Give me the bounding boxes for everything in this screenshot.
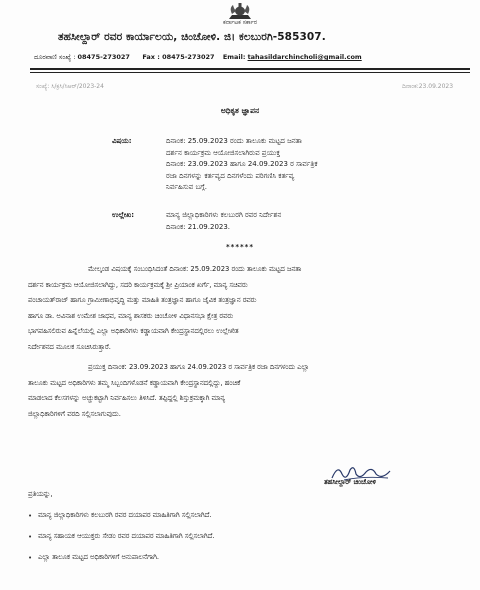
document-date: ದಿನಾಂಕ:23.09.2023 — [402, 83, 454, 90]
reference-line: ಮಾನ್ಯ ಜಿಲ್ಲಾಧಿಕಾರಿಗಳು ಕಲಬುರಗಿ ರವರ ನಿರ್ದೇಶನ — [166, 211, 282, 219]
paragraph-line: ನಿರ್ದೇಶನದ ಮೂಲಕ ಸೂಚಿಸಿರುತ್ತಾರೆ. — [28, 342, 111, 351]
header-rule-top — [30, 68, 470, 70]
government-label: ಕರ್ನಾಟಕ ಸರ್ಕಾರ — [222, 19, 258, 26]
list-item — [28, 526, 214, 547]
list-item — [28, 547, 214, 568]
paragraph-line: ಮಾಡಲಾದ ಕೆಲಸಗಳನ್ನು ಅಚ್ಚುಕಟ್ಟಾಗಿ ನಿರ್ವಹಿಸಲು ತಿಳಿಸಿದೆ. ತಪ್ಪಿದ್ದಲ್ಲಿ ಶಿಸ್ತುಕ್ರಮಕ್ಕಾಗಿ ಮಾನ್ಯ — [28, 394, 226, 402]
reference-line: ದಿನಾಂಕ: 21.09.2023. — [166, 222, 231, 231]
phone-number: 08475-273027 — [77, 53, 130, 61]
paragraph-line: ತಾಲೂಕು ಮಟ್ಟದ ಅಧಿಕಾರಿಗಳು ತಮ್ಮ ಸಿಬ್ಬಂದಿಗಳೊಡನೆ ಕಡ್ಡಾಯವಾಗಿ ಕೇಂದ್ರಸ್ಥಾನದಲ್ಲಿದ್ದು, ಹಂಚಿಕೆ — [28, 378, 241, 387]
paragraph-line: ಭಾಗವಹಿಸಲಿರುವ ಹಿನ್ನೆಲೆಯಲ್ಲಿ ಎಲ್ಲಾ ಅಧಿಕಾರಿಗಳು ಕಡ್ಡಾಯವಾಗಿ ಕೇಂದ್ರಸ್ಥಾನದಲ್ಲಿರಲು ಉಲ್ಲೇಖಿತ — [28, 327, 239, 335]
phone-label: ದೂರವಾಣಿ ಸಂಖ್ಯೆ : — [34, 53, 76, 61]
office-name: ತಹಸೀಲ್ದಾರ್ ರವರ ಕಾರ್ಯಾಲಯ, ಚಿಂಚೋಳಿ. ಜಿ। ಕಲಬುರಗಿ-585307. — [58, 31, 326, 43]
paragraph-line: ಮೇಲ್ಕಂಡ ವಿಷಯಕ್ಕೆ ಸಂಬಂಧಿಸಿದಂತೆ ದಿನಾಂಕ: 25.09.2023 ರಂದು ತಾಲೂಕು ಮಟ್ಟದ ಜನತಾ — [88, 265, 302, 273]
copy-to-label: ಪ್ರತಿಯನ್ನು, — [28, 490, 53, 498]
paragraph-line: ದರ್ಶನ ಕಾರ್ಯಕ್ರಮ ಆಯೋಜಿಸಲಾಗಿದ್ದು, ಸದರಿ ಕಾರ್ಯಕ್ರಮಕ್ಕೆ ಶ್ರೀ ಪ್ರಿಯಾಂಕ ಖರ್ಗೆ, ಮಾನ್ಯ ಸಚಿವರು — [28, 280, 248, 289]
document-title: ಅಧಿಕೃತ ಜ್ಞಾಪನ — [220, 106, 260, 115]
header-rule-bottom — [30, 72, 470, 73]
distribution-text: ಮಾನ್ಯ ಜಿಲ್ಲಾಧಿಕಾರಿಗಳು ಕಲಬುರಗಿ ರವರ ದಯಾಪರ ಮಾಹಿತಿಗಾಗಿ ಸಲ್ಲಿಸಲಾಗಿದೆ. — [38, 511, 212, 519]
section-separator: ****** — [226, 243, 254, 251]
subject-text — [166, 136, 318, 194]
state-emblem-icon — [226, 2, 254, 20]
signatory-designation: ತಹಸೀಲ್ದಾರ್ ಚಿಂಚೋಳಿ — [324, 478, 376, 486]
paragraph-line: ಜಿಲ್ಲಾಧಿಕಾರಿಗಳಿಗೆ ವರದಿ ಸಲ್ಲಿಸಲಾಗುವುದು. — [28, 409, 121, 418]
distribution-text: ಎಲ್ಲಾ ತಾಲೂಕ ಮಟ್ಟದ ಅಧಿಕಾರಿಗಳಿಗೆ ಅನುಪಾಲನೆಗಾಗಿ. — [38, 553, 160, 561]
reference-label: ಉಲ್ಲೇಖ: — [112, 211, 135, 219]
subject-label: ವಿಷಯ: — [112, 137, 132, 145]
body-paragraph-1 — [28, 262, 474, 355]
paragraph-line: ಹಾಗೂ ಡಾ. ಅವಿನಾಶ ಉಮೇಶ ಜಾಧವ, ಮಾನ್ಯ ಶಾಸಕರು ಚಿಂಚೋಳಿ ವಿಧಾನಸಭಾ ಕ್ಷೇತ್ರ ರವರು — [28, 311, 234, 320]
subject-line: ರಜಾ ದಿನಗಳನ್ನು ಕರ್ತವ್ಯದ ದಿನಗಳೆಂದು ಪರಿಗಣಿಸಿ ಕರ್ತವ್ಯ — [166, 171, 295, 180]
paragraph-line: ಪ್ರಯುಕ್ತ ದಿನಾಂಕ: 23.09.2023 ಹಾಗೂ 24.09.2023 ರ ಸಾರ್ವತ್ರಿಕ ರಜಾ ದಿನಗಳಂದು ಎಲ್ಲಾ — [88, 363, 310, 371]
subject-line: ದರ್ಶನ ಕಾರ್ಯಕ್ರಮ ಆಯೋಜಿಸಲಾಗಿರುವ ಪ್ರಯುಕ್ತ — [166, 148, 281, 157]
paragraph-line: ಪಂಚಾಯತ್‌ರಾಜ್ ಹಾಗೂ ಗ್ರಾಮೀಣಾಭಿವೃದ್ಧಿ ಮತ್ತು ಮಾಹಿತಿ ತಂತ್ರಜ್ಞಾನ ಹಾಗೂ ಜೈವಿಕ ತಂತ್ರಜ್ಞಾನ ರವರು — [28, 296, 257, 304]
bullet-icon: • — [28, 532, 33, 541]
subject-line: ದಿನಾಂಕ: 25.09.2023 ರಂದು ತಾಲೂಕು ಮಟ್ಟದ ಜನತಾ — [166, 137, 302, 145]
distribution-text: ಮಾನ್ಯ ಸಹಾಯಕ ಆಯುಕ್ತರು ಸೇಡಂ ರವರ ದಯಾಪರ ಮಾಹಿತಿಗಾಗಿ ಸಲ್ಲಿಸಲಾಗಿದೆ. — [38, 532, 215, 540]
bullet-icon: • — [28, 511, 33, 520]
email-label: Email: — [222, 53, 246, 61]
contact-line — [34, 53, 362, 62]
reference-text — [166, 210, 281, 233]
list-item — [28, 505, 214, 526]
subject-line: ನಿರ್ವಹಿಸುವ ಬಗ್ಗೆ. — [166, 183, 207, 191]
bullet-icon: • — [28, 553, 33, 562]
fax-number: Fax : 08475-273027 — [142, 53, 215, 61]
reference-number: ಸಂಖ್ಯೆ: ಸಿ/ಕ್ರಸಿ/ಸಿಆರ್/2023-24 — [36, 83, 104, 90]
distribution-list — [28, 505, 214, 568]
subject-line: ದಿನಾಂಕ: 23.09.2023 ಹಾಗೂ 24.09.2023 ರ ಸಾರ್ವತ್ರಿಕ — [166, 160, 318, 168]
email-address[interactable]: tahasildarchincholi@gmail.com — [247, 53, 362, 61]
body-paragraph-2 — [28, 360, 474, 422]
